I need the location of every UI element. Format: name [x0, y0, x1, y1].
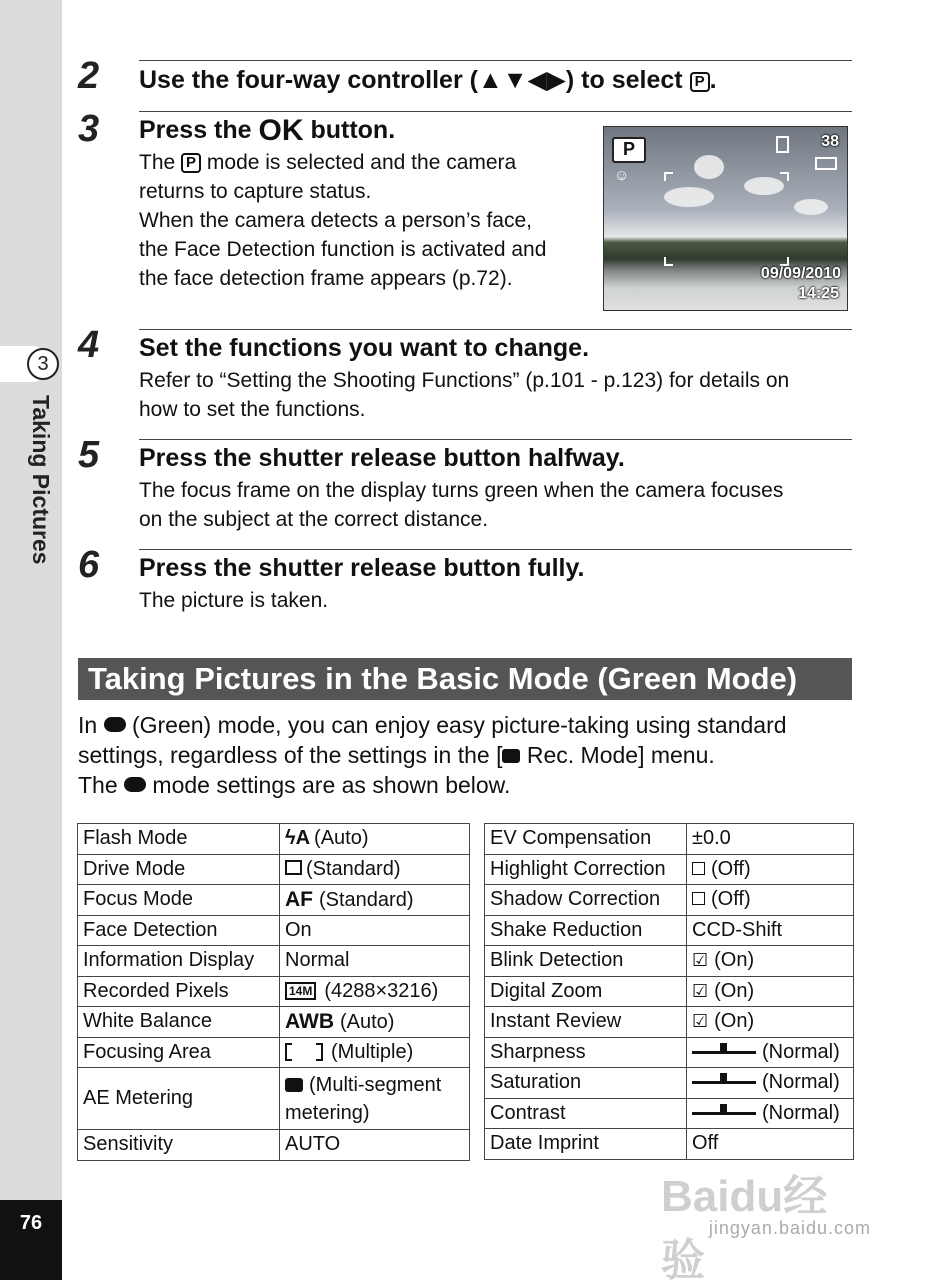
level-scale-icon — [692, 1071, 756, 1084]
setting-value: ☑ (On) — [687, 976, 854, 1007]
14m-icon: 14M — [285, 982, 316, 1000]
chapter-title — [27, 395, 54, 475]
setting-name: Information Display — [78, 946, 280, 977]
setting-name: Flash Mode — [78, 824, 280, 855]
table-row — [485, 1037, 854, 1068]
step-number: 2 — [78, 55, 100, 97]
cloud — [744, 177, 784, 195]
level-scale-icon — [692, 1041, 756, 1054]
table-row — [485, 1098, 854, 1129]
step-heading: Press the OK button. — [139, 114, 396, 147]
check-on-icon: ☑ — [692, 1011, 709, 1032]
step-body: The focus frame on the display turns green when the camera focuses on the subject at the correct distance. — [139, 479, 784, 531]
table-row — [485, 824, 854, 855]
table-row — [78, 1068, 470, 1130]
table-row — [485, 854, 854, 885]
focus-frame-corner — [664, 257, 673, 266]
setting-name: Focusing Area — [78, 1037, 280, 1068]
watermark-url: jingyan.baidu.com — [708, 1218, 871, 1238]
table-row — [485, 1007, 854, 1038]
setting-value: (Off) — [687, 885, 854, 916]
baidu-watermark: Baidu经验 — [661, 1172, 828, 1285]
chapter-sidebar — [0, 0, 62, 1280]
setting-name: EV Compensation — [485, 824, 687, 855]
cloud — [664, 187, 714, 207]
program-mode-icon: P — [690, 72, 710, 92]
setting-value: ☑ (On) — [687, 946, 854, 977]
af-icon: AF — [285, 887, 313, 911]
setting-value: Normal — [280, 946, 470, 977]
step-body: Refer to “Setting the Shooting Functions” (p.101 - p.123) for details on how to set the functions. — [139, 369, 790, 421]
divider — [139, 60, 852, 61]
setting-value: 14M (4288×3216) — [280, 976, 470, 1007]
program-mode-icon: P — [181, 153, 201, 173]
face-detection-icon: ☺ — [614, 167, 630, 184]
setting-value: On — [280, 915, 470, 946]
divider — [139, 549, 852, 550]
chapter-number: 3 — [27, 348, 59, 380]
setting-name: Digital Zoom — [485, 976, 687, 1007]
setting-value: (Off) — [687, 854, 854, 885]
ok-button-icon: OK — [258, 114, 304, 147]
setting-value: (Multi-segment metering) — [280, 1068, 470, 1130]
step-body: The picture is taken. — [139, 589, 329, 612]
setting-value: AUTO — [280, 1130, 470, 1161]
check-on-icon: ☑ — [692, 980, 709, 1001]
settings-table-left — [77, 823, 470, 1161]
table-row — [485, 946, 854, 977]
section-title: Taking Pictures in the Basic Mode (Green Mode) — [78, 658, 852, 700]
table-row — [78, 1007, 470, 1038]
setting-value: (Normal) — [687, 1037, 854, 1068]
setting-name: Highlight Correction — [485, 854, 687, 885]
table-row — [78, 1037, 470, 1068]
shots-remaining: 38 — [821, 133, 839, 150]
setting-name: Recorded Pixels — [78, 976, 280, 1007]
single-frame-icon — [285, 860, 302, 875]
step-number: 4 — [78, 324, 100, 366]
setting-value: ±0.0 — [687, 824, 854, 855]
table-row — [485, 885, 854, 916]
setting-value: (Standard) — [280, 854, 470, 885]
memory-card-icon — [776, 136, 789, 153]
table-row — [78, 854, 470, 885]
step-heading: Press the shutter release button fully. — [139, 554, 585, 582]
cloud — [694, 155, 724, 179]
setting-name: AE Metering — [78, 1068, 280, 1130]
step-number: 5 — [78, 434, 100, 476]
camera-screen-illustration — [603, 126, 848, 311]
battery-icon — [815, 157, 837, 170]
green-mode-icon — [124, 777, 146, 792]
setting-value: (Normal) — [687, 1098, 854, 1129]
setting-value: ☑ (On) — [687, 1007, 854, 1038]
table-row — [485, 915, 854, 946]
flash-auto-icon: ϟA — [285, 827, 311, 850]
table-row — [78, 946, 470, 977]
table-row — [78, 1130, 470, 1161]
focus-frame-corner — [780, 172, 789, 181]
setting-name: Sensitivity — [78, 1130, 280, 1161]
table-row — [78, 976, 470, 1007]
divider — [139, 329, 852, 330]
step-number: 6 — [78, 544, 100, 586]
setting-name: White Balance — [78, 1007, 280, 1038]
setting-name: Instant Review — [485, 1007, 687, 1038]
setting-name: Shake Reduction — [485, 915, 687, 946]
setting-name: Face Detection — [78, 915, 280, 946]
green-mode-icon — [104, 717, 126, 732]
divider — [139, 439, 852, 440]
settings-table-right — [484, 823, 854, 1160]
off-box-icon — [692, 862, 705, 875]
cloud — [794, 199, 828, 215]
setting-value: CCD-Shift — [687, 915, 854, 946]
setting-name: Sharpness — [485, 1037, 687, 1068]
step-body: The P mode is selected and the camera returns to capture status. When the camera detects a person’s face, the Face Detection function is activated and the face detection frame appears (p.72). — [139, 151, 547, 290]
time-display: 14:25 — [798, 285, 839, 302]
setting-name: Drive Mode — [78, 854, 280, 885]
multiple-af-icon — [285, 1043, 323, 1059]
setting-value: ϟA (Auto) — [280, 824, 470, 855]
table-row — [485, 976, 854, 1007]
page-number: 76 — [0, 1200, 62, 1280]
setting-value: Off — [687, 1129, 854, 1160]
step-heading: Use the four-way controller (▲▼◀▶) to select P . — [139, 66, 717, 94]
awb-icon: AWB — [285, 1009, 334, 1033]
setting-name: Blink Detection — [485, 946, 687, 977]
divider — [139, 111, 852, 112]
section-intro: In (Green) mode, you can enjoy easy picture-taking using standard settings, regardless of the settings in the [ Rec. Mode] menu. The mode settings are as shown below. — [78, 712, 787, 798]
off-box-icon — [692, 892, 705, 905]
camera-icon — [502, 749, 520, 763]
level-scale-icon — [692, 1102, 756, 1115]
step-number: 3 — [78, 108, 100, 150]
focus-frame-corner — [664, 172, 673, 181]
program-mode-icon: P — [612, 137, 646, 163]
table-row — [78, 885, 470, 916]
setting-value: (Normal) — [687, 1068, 854, 1099]
table-row — [78, 824, 470, 855]
table-row — [485, 1068, 854, 1099]
setting-value: (Multiple) — [280, 1037, 470, 1068]
setting-value: AWB (Auto) — [280, 1007, 470, 1038]
multi-segment-icon — [285, 1078, 303, 1092]
table-row — [78, 915, 470, 946]
setting-name: Contrast — [485, 1098, 687, 1129]
check-on-icon: ☑ — [692, 950, 709, 971]
setting-name: Focus Mode — [78, 885, 280, 916]
setting-name: Shadow Correction — [485, 885, 687, 916]
step-heading: Press the shutter release button halfway. — [139, 444, 625, 472]
setting-name: Saturation — [485, 1068, 687, 1099]
setting-value: AF (Standard) — [280, 885, 470, 916]
setting-name: Date Imprint — [485, 1129, 687, 1160]
table-row — [485, 1129, 854, 1160]
date-display: 09/09/2010 — [760, 265, 841, 282]
step-heading: Set the functions you want to change. — [139, 334, 590, 362]
four-way-arrows-icon: ▲▼◀▶ — [477, 66, 566, 94]
